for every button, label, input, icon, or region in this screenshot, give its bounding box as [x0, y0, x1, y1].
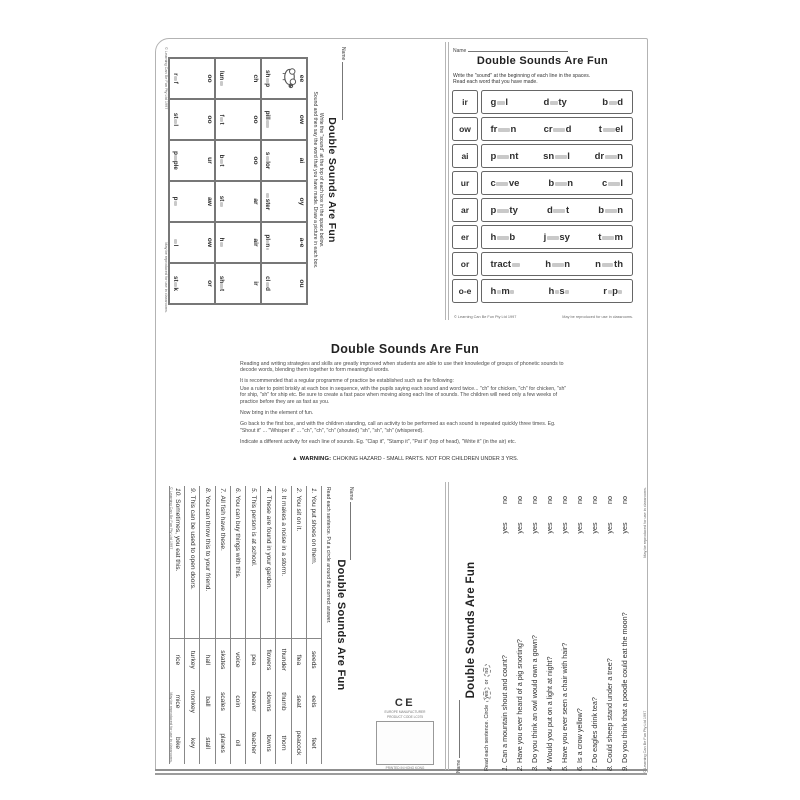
- sound-label: ai: [298, 157, 305, 164]
- row-number: 9.: [188, 488, 196, 494]
- sentence-text: You put shoes on them.: [310, 495, 318, 565]
- sound-box: [261, 263, 307, 304]
- choice-word: eels: [310, 695, 318, 708]
- panel-top-right-line-worksheet: [450, 44, 635, 320]
- panel-divider-top: [445, 42, 446, 320]
- row-number: 8.: [605, 765, 614, 771]
- question-row: [587, 486, 602, 771]
- question-text: Would you put on a light at night?: [545, 656, 554, 763]
- table-row: [260, 486, 275, 764]
- reproduction-notice: May be reproduced for use in classrooms.: [562, 315, 633, 319]
- choice-word: hall: [204, 654, 212, 665]
- page-title: Double Sounds Are Fun: [465, 561, 477, 699]
- panel-divider-top-2: [448, 42, 449, 320]
- instructions: Read each sentence. Put a circle around the correct answer.: [325, 487, 331, 624]
- sound-label: ai: [452, 144, 478, 168]
- row-number: 6.: [575, 765, 584, 771]
- sound-box: [169, 222, 215, 263]
- choice-word: teacher: [249, 732, 257, 755]
- choice-word: flea: [295, 654, 303, 666]
- sound-label: air: [252, 238, 259, 247]
- word-with-blank: b d: [602, 96, 623, 108]
- product-code: PRODUCT CODE LC075: [386, 715, 424, 719]
- sound-label: ee: [298, 74, 305, 83]
- choice-word: seeds: [310, 651, 318, 669]
- sentence-table: [169, 486, 322, 764]
- sound-line-row: [452, 90, 633, 114]
- row-number: 1.: [310, 488, 318, 494]
- choice-word: scales: [219, 692, 227, 711]
- sentence-text: Sometimes, you eat this.: [173, 499, 181, 572]
- choice-word: feet: [310, 737, 318, 749]
- word-with-blank: ft: [218, 114, 225, 125]
- no-option: no: [530, 496, 539, 504]
- sound-label: ou: [298, 279, 305, 288]
- choice-word: beaver: [249, 691, 257, 712]
- sound-label: oy: [298, 197, 305, 206]
- sound-label: ar: [252, 198, 259, 205]
- row-number: 4.: [545, 765, 554, 771]
- question-text: Do you think an owl would own a gown?: [530, 635, 539, 763]
- word-with-blank: h s: [548, 286, 569, 297]
- reproduction-notice: May be reproduced for use in classrooms.: [643, 487, 647, 558]
- sound-box: [261, 181, 307, 222]
- choice-word: thunder: [280, 648, 288, 671]
- yes-option: yes: [560, 522, 569, 534]
- table-row: [245, 486, 260, 764]
- choice-word: clowns: [264, 691, 272, 712]
- sound-label: ur: [452, 171, 478, 195]
- word-with-blank: rf: [172, 73, 179, 84]
- choice-word: thumb: [280, 692, 288, 711]
- choice-word: skates: [219, 650, 227, 670]
- sheep-icon: [277, 66, 297, 92]
- table-row: [200, 486, 215, 764]
- sticker-box: [376, 721, 434, 765]
- row-number: 2.: [295, 488, 303, 494]
- word-with-blank: h n: [545, 258, 571, 270]
- name-label: Name: [453, 48, 467, 54]
- sound-box: [261, 58, 307, 99]
- sentence-text: You can throw this to your friend.: [204, 495, 212, 592]
- choice-word: bike: [173, 737, 181, 750]
- row-number: 3.: [280, 488, 288, 494]
- word-with-blank: stl: [172, 112, 179, 127]
- word-with-blank: t m: [598, 231, 623, 243]
- sound-box: [169, 181, 215, 222]
- question-text: Do eagles drink tea?: [590, 697, 599, 763]
- instruction-text: Read each sentence. Circle: [484, 704, 490, 771]
- panel-bottom-left-wrapper: [168, 482, 358, 768]
- sound-box: [215, 263, 261, 304]
- teacher-paragraph: It is recommended that a regular programme of practice be established such as the following:: [240, 378, 454, 385]
- teacher-paragraph: Reading and writing strategies and skills are greatly improved when students are able to use their knowledge of groups of phonetic sounds to decode words, blending them together to form meaningful words.: [240, 360, 564, 373]
- name-underline: [468, 46, 568, 52]
- choice-word: coin: [234, 695, 242, 708]
- name-underline: [454, 700, 460, 758]
- printed-in: PRINTED IN HONG KONG: [385, 766, 425, 770]
- sound-label: o-e: [452, 279, 478, 303]
- row-number: 8.: [204, 488, 212, 494]
- sound-line-row: [452, 279, 633, 303]
- sound-box: [215, 222, 261, 263]
- word-with-blank: p: [172, 182, 179, 221]
- sound-label: oo: [206, 74, 213, 83]
- word-with-blank: sht: [218, 275, 225, 292]
- sentence-text: It makes a noise in a storm.: [280, 495, 288, 577]
- sentence-text: This can be used to open doors.: [188, 495, 196, 590]
- sentence-text: This person is at school.: [249, 495, 257, 567]
- warning-label: WARNING:: [299, 455, 332, 462]
- instruction-line-1: Write the "sound" at the beginning of each line in the spaces.: [453, 73, 591, 79]
- question-row: [527, 486, 542, 771]
- question-text: Is a crow yellow?: [575, 708, 584, 763]
- warning-triangle-icon: ▲: [291, 455, 298, 462]
- question-text: Have you ever seen a chair with hair?: [560, 642, 569, 763]
- name-label: Name: [348, 487, 354, 501]
- no-option: no: [515, 496, 524, 504]
- copyright-text: © Learning Can Be Fun Pty Ltd 1997: [164, 47, 168, 110]
- ce-product-area: [363, 697, 447, 770]
- page-title: Double Sounds Are Fun: [476, 55, 609, 67]
- ce-mark-icon: CE: [394, 697, 416, 709]
- word-with-blank: dr n: [594, 150, 623, 162]
- question-text: Could sheep stand under a tree?: [605, 658, 614, 763]
- word-with-blank: ster: [264, 182, 271, 221]
- sound-label: er: [452, 225, 478, 249]
- question-text: Have you ever heard of a pig snorting?: [515, 639, 524, 763]
- word-with-blank: slor: [264, 151, 271, 170]
- yes-option: yes: [605, 522, 614, 534]
- choice-word: towns: [264, 734, 272, 752]
- panel-divider-bottom-2: [448, 482, 449, 770]
- no-option: no: [500, 496, 509, 504]
- instruction-line-1: Write the "sound" at the top of each box in the space below.: [318, 112, 324, 248]
- teacher-paragraph: Use a ruler to point briskly at each box in sequence, with the pupils saying each sound and word twice... "ch" for chicken, "ch" for chicken, "sh" for ship, "sh" for ship etc. Be sure to create a fast pace when moving along each line of sounds. The children will need only a few weeks of practice before they are as fast as you.: [240, 385, 567, 405]
- word-with-blank: pill: [264, 100, 271, 139]
- word-with-blank: h b: [490, 231, 516, 243]
- name-field: [453, 46, 568, 54]
- instruction-line-2: Read each word that you have made.: [453, 79, 538, 86]
- sound-label: aw: [206, 196, 213, 207]
- sound-label: a-e: [298, 237, 305, 248]
- question-row: [542, 486, 557, 771]
- word-with-blank: p nt: [490, 150, 519, 162]
- row-number: 6.: [234, 488, 242, 494]
- sound-label: ir: [252, 281, 259, 286]
- name-field: [454, 700, 462, 773]
- ce-line-1: EUROPE MANUFACTURER: [384, 710, 426, 714]
- choice-word: peacock: [295, 730, 303, 756]
- sound-label: or: [206, 280, 213, 287]
- choice-word: planes: [219, 733, 227, 753]
- row-number: 5.: [249, 488, 257, 494]
- row-number: 5.: [560, 765, 569, 771]
- sentence-text: All fish have these.: [219, 495, 227, 551]
- teacher-paragraph: Now bring in the element of fun.: [240, 409, 314, 416]
- sound-label: oo: [252, 156, 259, 165]
- choice-word: mice: [173, 694, 181, 709]
- table-row: [230, 486, 245, 764]
- page-title: Double Sounds Are Fun: [330, 342, 480, 356]
- copyright-text: © Learning Can Be Fun Pty Ltd 1997: [454, 315, 517, 319]
- sound-box: [261, 140, 307, 181]
- sound-label: ur: [206, 157, 213, 164]
- choice-word: monkey: [188, 689, 196, 713]
- sound-box: [169, 99, 215, 140]
- sound-box: [169, 140, 215, 181]
- no-option: no: [620, 496, 629, 504]
- sentence-text: You sit on it.: [295, 495, 303, 532]
- panel-top-left-grid-worksheet: [163, 42, 350, 318]
- sound-box: [169, 263, 215, 304]
- sound-label: or: [452, 252, 478, 276]
- choice-word: seat: [295, 695, 303, 708]
- name-underline: [342, 62, 348, 120]
- choice-word: stall: [204, 737, 212, 749]
- table-row: [291, 486, 306, 764]
- sound-line-rows: [452, 90, 633, 306]
- no-option: no: [605, 496, 614, 504]
- yes-option: yes: [515, 522, 524, 534]
- choice-word: turkey: [188, 650, 196, 669]
- instructions: [312, 42, 324, 318]
- reproduction-notice: May be reproduced for use in classrooms.: [169, 692, 173, 763]
- choice-word: pea: [249, 654, 257, 666]
- sound-label: ow: [298, 114, 305, 125]
- sound-line-row: [452, 225, 633, 249]
- sound-label: ir: [452, 90, 478, 114]
- table-row: [184, 486, 199, 764]
- word-with-blank: b n: [598, 204, 623, 216]
- choice-word: ball: [204, 696, 212, 707]
- word-with-blank: g l: [490, 96, 509, 108]
- sound-line-row: [452, 144, 633, 168]
- sound-label: ow: [206, 237, 213, 248]
- sound-box: [215, 99, 261, 140]
- sound-box-grid: [168, 57, 308, 305]
- no-option: no: [575, 496, 584, 504]
- question-row: [572, 486, 587, 771]
- question-row: [602, 486, 617, 771]
- row-number: 4.: [264, 488, 272, 494]
- word-with-blank: c l: [601, 177, 623, 189]
- panel-bottom-left-sentence-worksheet: [168, 482, 358, 768]
- word-with-blank: fr n: [490, 123, 517, 135]
- row-number: 2.: [515, 765, 524, 771]
- word-with-blank: n th: [595, 258, 623, 270]
- no-option: no: [560, 496, 569, 504]
- yes-option: yes: [590, 522, 599, 534]
- question-row: [497, 486, 512, 771]
- row-number: 1.: [500, 765, 509, 771]
- word-with-blank: d t: [547, 204, 570, 216]
- row-number: 7.: [219, 488, 227, 494]
- table-row: [275, 486, 290, 764]
- sound-label: oo: [252, 115, 259, 124]
- sound-box: [169, 58, 215, 99]
- no-option: no: [545, 496, 554, 504]
- word-with-blank: sn l: [543, 150, 570, 162]
- sound-line-row: [452, 171, 633, 195]
- word-with-blank: pln: [264, 223, 271, 262]
- sound-line-row: [452, 198, 633, 222]
- choking-hazard-warning: [240, 456, 570, 462]
- choice-word: oil: [234, 739, 242, 747]
- word-with-blank: r p: [603, 286, 623, 297]
- choice-word: thorn: [280, 735, 288, 751]
- panel-middle-teacher-notes: [240, 342, 570, 462]
- question-row: [617, 486, 632, 771]
- sound-label: ch: [252, 74, 259, 83]
- sentence-text: These are found in your garden.: [264, 495, 272, 590]
- yes-option: yes: [530, 522, 539, 534]
- word-with-blank: h: [218, 223, 225, 262]
- word-with-blank: stk: [172, 276, 179, 291]
- instructions: [453, 73, 590, 85]
- word-with-blank: d ty: [543, 96, 567, 108]
- word-with-blank: bt: [218, 154, 225, 167]
- word-with-blank: c ve: [490, 177, 520, 189]
- question-row: [512, 486, 527, 771]
- choice-word: key: [188, 737, 196, 749]
- copyright-text: © Learning Can Be Fun Pty Ltd 1997: [169, 487, 173, 550]
- page-title: Double Sounds Are Fun: [326, 117, 338, 243]
- yes-option: yes: [500, 522, 509, 534]
- name-label: Name: [456, 759, 462, 773]
- yes-circle-example: yes: [483, 687, 491, 702]
- teacher-paragraph: Go back to the first box, and with the children standing, call an activity to be performed as each sound is repeated quickly three times. Eg. "Shout it" ... "Whisper it" ... "ch", "ch", "ch" (shouted) "sh", "sh", "sh" (whispered).: [240, 421, 556, 434]
- sound-line-row: [452, 117, 633, 141]
- warning-text: CHOKING HAZARD - SMALL PARTS. NOT FOR CHILDREN UNDER 3 YRS.: [332, 455, 519, 462]
- reproduction-notice: May be reproduced for use in classrooms.: [164, 242, 168, 313]
- row-number: 10.: [173, 488, 181, 498]
- word-with-blank: l: [172, 223, 179, 262]
- word-with-blank: pple: [172, 151, 179, 170]
- word-with-blank: h m: [491, 286, 515, 297]
- sentence-text: You can buy things with this.: [234, 495, 242, 579]
- choice-word: voice: [234, 652, 242, 668]
- word-with-blank: st: [218, 182, 225, 221]
- teacher-paragraph: Indicate a different activity for each line of sounds. Eg. "Clap it", "Stamp it", "Pat it" (top of head), "Write it" (in the air) etc.: [240, 439, 517, 446]
- word-with-blank: j sy: [543, 231, 570, 243]
- word-with-blank: shp: [264, 70, 271, 87]
- word-with-blank: tract: [491, 259, 521, 270]
- sound-box: [261, 99, 307, 140]
- row-number: 3.: [530, 765, 539, 771]
- row-number: 7.: [590, 765, 599, 771]
- sound-line-row: [452, 252, 633, 276]
- panel-bottom-right-wrapper: [452, 482, 648, 778]
- copyright-text: © Learning Can Be Fun Pty Ltd 1997: [643, 710, 647, 773]
- sound-box: [215, 58, 261, 99]
- sound-box: [215, 140, 261, 181]
- word-with-blank: cr d: [543, 123, 572, 135]
- page-title: Double Sounds Are Fun: [335, 559, 347, 691]
- word-with-blank: lun: [218, 59, 225, 98]
- question-text: Can a mountain shout and count?: [500, 655, 509, 763]
- question-rows: [497, 486, 632, 771]
- sound-label: ar: [452, 198, 478, 222]
- yes-option: yes: [575, 522, 584, 534]
- word-with-blank: cld: [264, 276, 271, 291]
- row-number: 9.: [620, 765, 629, 771]
- choice-word: flowers: [264, 649, 272, 671]
- sound-box: [261, 222, 307, 263]
- no-circle-example: no: [483, 664, 491, 677]
- yes-option: yes: [620, 522, 629, 534]
- word-with-blank: b n: [548, 177, 574, 189]
- word-with-blank: p ty: [490, 204, 518, 216]
- question-text: Do you think that a poodle could eat the moon?: [620, 612, 629, 763]
- panel-top-left-wrapper: [163, 42, 350, 318]
- table-row: [306, 486, 321, 764]
- name-underline: [350, 502, 356, 560]
- question-row: [557, 486, 572, 771]
- or-label: or: [484, 679, 490, 685]
- sound-box: [215, 181, 261, 222]
- sound-label: ow: [452, 117, 478, 141]
- name-field: [348, 487, 356, 560]
- name-field: [340, 47, 348, 120]
- word-with-blank: t el: [598, 123, 623, 135]
- yes-option: yes: [545, 522, 554, 534]
- sound-label: oo: [206, 115, 213, 124]
- instructions: [483, 663, 491, 771]
- name-label: Name: [340, 47, 346, 61]
- no-option: no: [590, 496, 599, 504]
- panel-bottom-right-yes-no-worksheet: [452, 482, 648, 778]
- instruction-line-2: Sound and then say the word that you have made. Draw a picture in each box.: [311, 91, 318, 269]
- table-row: [215, 486, 230, 764]
- choice-word: rice: [173, 654, 181, 666]
